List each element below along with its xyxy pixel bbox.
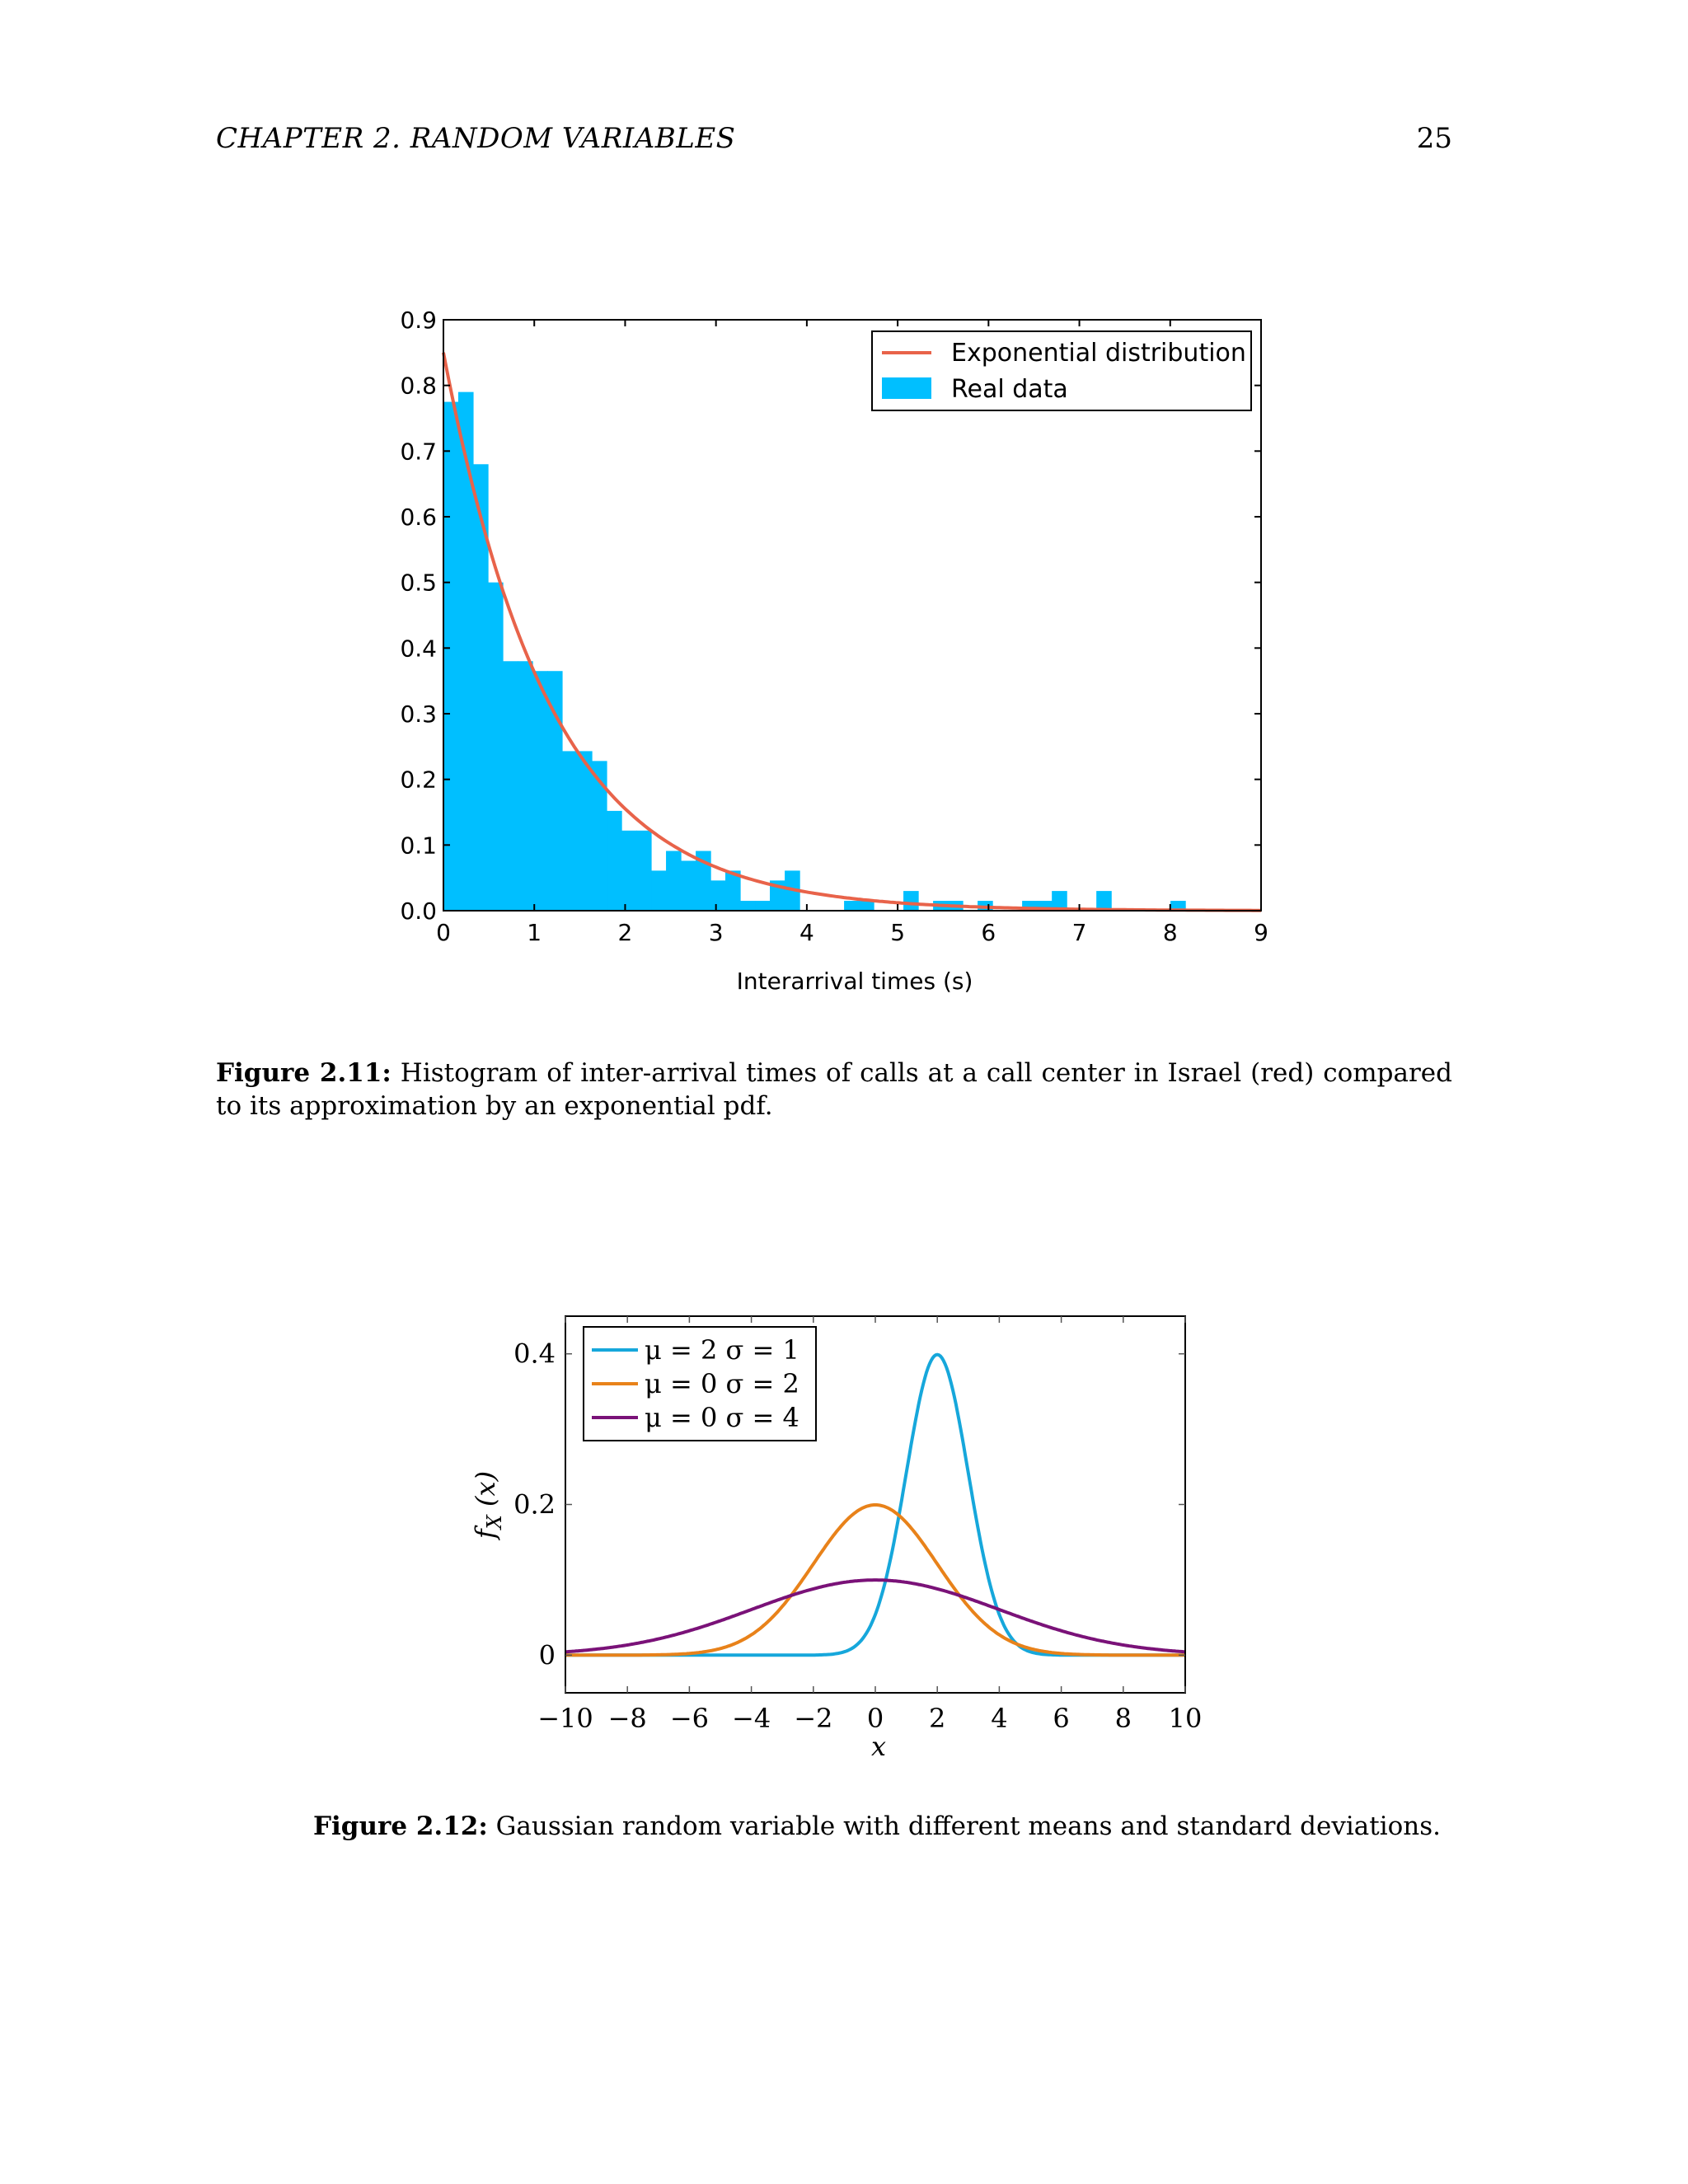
y-tick-label: 0.0 xyxy=(400,898,437,925)
x-tick-label: 4 xyxy=(799,919,814,946)
x-tick-label: −6 xyxy=(669,1703,709,1734)
y-tick-label: 0.1 xyxy=(400,832,437,860)
x-axis-label: Interarrival times (s) xyxy=(736,968,973,995)
x-tick-label: 6 xyxy=(1053,1703,1070,1734)
legend-label-exponential: Exponential distribution xyxy=(951,339,1246,368)
x-tick-label: 8 xyxy=(1162,919,1178,946)
y-tick-label: 0.4 xyxy=(400,635,437,663)
x-tick-label: 6 xyxy=(981,919,996,946)
x-tick-label: 3 xyxy=(708,919,724,946)
x-tick-label: 8 xyxy=(1114,1703,1132,1734)
x-tick-label: 2 xyxy=(929,1703,946,1734)
x-tick-label: 5 xyxy=(890,919,906,946)
y-tick-label: 0 xyxy=(538,1639,556,1671)
x-tick-label: 1 xyxy=(527,919,542,946)
legend-label: μ = 0 σ = 2 xyxy=(645,1368,799,1399)
x-tick-label: 0 xyxy=(866,1703,884,1734)
y-tick-label: 0.2 xyxy=(400,766,437,794)
x-tick-label: 0 xyxy=(436,919,451,946)
y-tick-label: 0.9 xyxy=(400,307,437,334)
y-tick-label: 0.8 xyxy=(400,372,437,400)
x-tick-label: 7 xyxy=(1071,919,1087,946)
caption-label: Figure 2.11: xyxy=(216,1058,392,1088)
x-tick-label: 4 xyxy=(991,1703,1008,1734)
x-tick-label: 2 xyxy=(617,919,633,946)
legend-label: μ = 0 σ = 4 xyxy=(645,1402,799,1433)
y-tick-label: 0.3 xyxy=(400,701,437,728)
x-tick-label: −8 xyxy=(607,1703,647,1734)
x-tick-label: 9 xyxy=(1254,919,1268,946)
x-tick-label: −10 xyxy=(537,1703,593,1734)
legend-label-real-data: Real data xyxy=(951,375,1068,404)
chapter-title: CHAPTER 2. RANDOM VARIABLES xyxy=(216,122,736,155)
y-tick-label: 0.4 xyxy=(513,1338,556,1370)
x-tick-label: 10 xyxy=(1168,1703,1203,1734)
figure-2-12-caption xyxy=(313,1810,1467,1843)
x-tick-label: −2 xyxy=(794,1703,833,1734)
y-tick-label: 0.2 xyxy=(513,1488,556,1521)
x-tick-label: −4 xyxy=(732,1703,771,1734)
legend-label: μ = 2 σ = 1 xyxy=(645,1334,799,1366)
y-axis-label: $f_X$ (x) xyxy=(470,1470,506,1540)
y-tick-label: 0.7 xyxy=(400,438,437,466)
page-number: 25 xyxy=(1416,122,1452,155)
x-axis-label: x xyxy=(870,1731,887,1762)
caption-text: Gaussian random variable with different means and standard deviations. xyxy=(487,1811,1441,1841)
y-tick-label: 0.5 xyxy=(400,569,437,597)
y-tick-label: 0.6 xyxy=(400,504,437,531)
caption-text: Histogram of inter-arrival times of calls at a call center in Israel (red) compared to its approximation by an exponential pdf. xyxy=(216,1058,1452,1121)
caption-label: Figure 2.12: xyxy=(313,1811,488,1841)
